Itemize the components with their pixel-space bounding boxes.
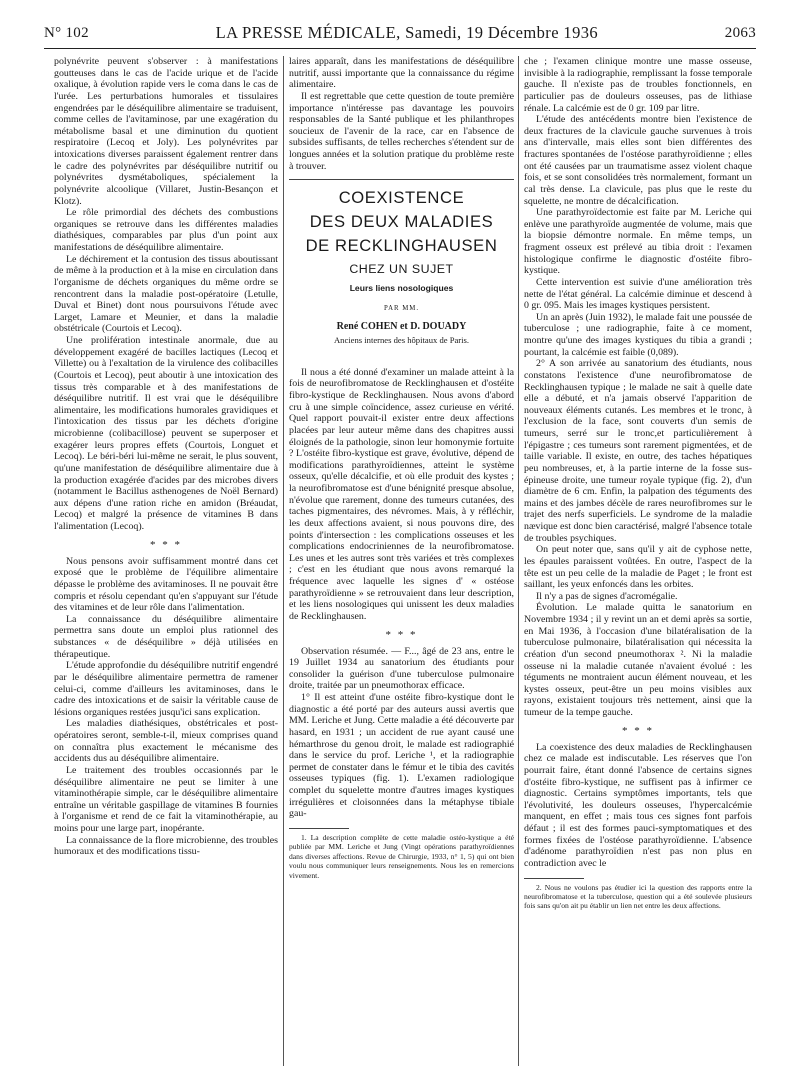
paragraph: Une parathyroïdectomie est faite par M. Leriche qui enlève une parathyroïde augmentée de volume, mais que la biopsie démontre normale. En même temps, un fragment osseux est prélevé au tibia droit : l'examen histologique confirme le diagnostic d'ostéite fibro-kystique. <box>524 207 752 277</box>
section-asterism: * * * <box>622 724 654 737</box>
journal-title: LA PRESSE MÉDICALE, Samedi, 19 Décembre 1936 <box>215 23 599 42</box>
paragraph: Un an après (Juin 1932), le malade fait une poussée de tuberculose ; une radiographie, faite à ce moment, montre qu'une des images kystiques du tibia a grandi ; pourtant, la calcémie est faible (0,089). <box>524 311 752 358</box>
footnote <box>524 883 752 911</box>
paragraph: Une prolifération intestinale anormale, due au développement exagéré de bacilles lactiques (Lecoq et Villette) ou à l'exaltation de la virulence des colibacilles (Courtois et Lecoq), peut aboutir à une intoxication des tissus très comparable et à des manifestations de déséquilibre nutritif. Il est vrai que le déséquilibre alimentaire, les modifications humorales gravidiques et l'intoxication des tissus par les déchets d'origine microbienne (colibacillose) peuvent se superposer et exagérer leurs propres effets (Courtois, Longuet et Lecoq). Le béri-béri lui-même ne serait, le plus souvent, qu'une manifestation de déséquilibre alimentaire due à la production exagérée d'acides par des microbes divers (notamment le Bacillus asthenogenes de Noël Bernard) aux dépens d'une ration riche en amidon (Bréaudat, Lecoq) et malgré la présence de vitamines B dans l'alimentation (Lecoq). <box>54 335 278 532</box>
article-subtitle: CHEZ UN SUJET <box>349 262 454 277</box>
footnote-rule <box>289 828 349 829</box>
column-right <box>524 56 752 911</box>
article-title-line: DES DEUX MALADIES <box>309 212 494 232</box>
paragraph: 1° Il est atteint d'une ostéite fibro-kystique dont le diagnostic a été porté par des auteurs aussi avertis que MM. Leriche et Jung. Cette maladie a été découverte par hasard, en 1931 ; un accident de rue ayant causé une hémarthrose du genou droit, le malade est radiographié dans le service du prof. Leriche ¹, et la radiographie permet de constater dans le fémur et le tibia des cavités osseuses typiques (fig. 1). L'examen radiologique complet du squelette montre d'autres images kystiques irrégulières et cloisonnées dans la métaphyse tibiale gau- <box>289 692 514 820</box>
byline-prefix: PAR MM. <box>383 304 420 312</box>
paragraph: Cette intervention est suivie d'une amélioration très nette de l'état général. La calcémie diminue et descend à 0 gr. 095. Mais les images kystiques persistent. <box>524 276 752 312</box>
footnote-rule <box>524 878 584 879</box>
paragraph: Le rôle primordial des déchets des combustions organiques se retrouve dans les différentes maladies diathésiques, comparables par plus d'un point aux manifestations de déséquilibre alimentaire. <box>54 207 278 253</box>
column-divider <box>518 56 519 1066</box>
paragraph: L'étude des antécédents montre bien l'existence de deux fractures de la clavicule gauche survenues à trois ans d'intervalle, mais elles sont bien différentes des fractures spontanées de l'ostéose parathyroïdienne ; elles ont été causées par un traumatisme assez violent chaque fois, et se sont consolidées très normalement, formant un cal très dense. La clavicule, pas plus que le reste du squelette, ne montre de décalcification. <box>524 114 752 207</box>
paragraph: polynévrite peuvent s'observer : à manifestations goutteuses dans le cas de l'acide urique et de l'acide oxalique, à évolution rapide vers le coma dans le cas de l'urée. Les perturbations humorales et tissulaires engendrées par le déséquilibre alimentaire se traduisent, comme celles de l'avitaminose, par une exagération du métabolisme basal et une diminution du quotient respiratoire (Lecoq et Joly). Les polynévrites par intoxications diverses paraissent également rentrer dans le cadre des polynévrites par déséquilibre nutritif ou polynévrites dysmétaboliques, spécialement la polynévrite alcoolique (Villaret, Justin-Besançon et Klotz). <box>54 56 278 207</box>
footnote-text: 2. Nous ne voulons pas étudier ici la question des rapports entre la neurofibromatose et la tuberculose, question qui a été soulevée plusieurs fois sans qu'on ait pu établir un lien net entre les deux affections. <box>524 882 752 911</box>
paragraph: Évolution. Le malade quitta le sanatorium en Novembre 1934 ; il y revint un an et demi après sa sortie, en Mai 1936, à l'occasion d'une bilatéralisation de la tuberculose pulmonaire, bilatéralisation qui nécessita la création d'un second pneumothorax ². Ni la maladie osseuse ni la maladie cutanée n'avaient évolué : les téguments ne montraient aucun élément nouveau, et les kystes osseux, peut-être un peu moins visibles aux rayons, existaient toujours très nettement, ainsi que la tumeur de la tempe gauche. <box>524 602 752 718</box>
paragraph: Le déchirement et la contusion des tissus aboutissant de même à la production et à la mise en circulation dans l'organisme de déchets organiques du même ordre se rencontrent dans la maladie post-opératoire (Letulle, Duval et Binet) dont nous poursuivons l'étude avec Larget, Lamare et Meunier, et dans la maladie obstétricale (Courtois et Lecoq). <box>54 253 278 335</box>
column-middle <box>289 56 514 880</box>
paragraph: Il nous a été donné d'examiner un malade atteint à la fois de neurofibromatose de Recklinghausen et d'ostéite fibro-kystique de Recklinghausen. Nous avons d'abord cru à une simple coïncidence, assez curieuse en vérité. Quel rapport pouvait-il exister entre deux affections placées par leur auteur même dans des chapitres aussi éloignés de la pathologie, sinon leur homonymie fortuite ? L'ostéite fibro-kystique est grave, évolutive, dépend de modifications parathyroïdiennes, atteint le système osseux, qu'elle décalcifie, et où elle produit des kystes ; la neurofibromatose est d'une bénignité presque absolue, n'évolue que rarement, donne des tumeurs cutanées, des taches pigmentaires, des névromes. Mais, à y réfléchir, les deux affections avaient, si nous pouvons dire, des points d'intersection : les complications osseuses et les complications endocriniennes de la neurofibromatose. Les unes et les autres sont très variées et très complexes ; c'est en les étudiant que nous avons remarqué la fréquence avec laquelle les signes d' « ostéose parathyroïdienne » se retrouvaient dans leur description, et les liens nosologiques qui unissent les deux maladies de Recklinghausen. <box>289 366 514 622</box>
page-header <box>44 18 756 49</box>
section-asterism: * * * <box>385 628 418 641</box>
paragraph: 2° A son arrivée au sanatorium des étudiants, nous constatons l'existence d'une neurofibromatose de Recklinghausen typique ; le malade ne sait à quelle date elle a débuté, et n'a jamais observé l'apparition de nouveaux éléments cutanés. Les membres et le tronc, à l'exclusion de la face, sont couverts d'un semis de tumeurs, serré sur le tronc,et particulièrement à l'épigastre ; ces tumeurs sont rarement pigmentées, et de taille variable. Il existe, en outre, des taches hépatiques peu nombreuses, et, à la partie interne de la fosse sus-épineuse droite, une tumeur royale typique (fig. 2), d'un diamètre de 6 cm. Enfin, la palpation des téguments des mains et des jambes décèle de rares neurofibromes sur le trajet des nerfs superficiels. Le syndrome de la maladie nævique est donc bien caractérisé, malgré l'absence totale de troubles psychiques. <box>524 358 752 544</box>
paragraph: Les maladies diathésiques, obstétricales et post-opératoires seront, semble-t-il, mieux comprises quand on connaîtra plus exactement le mécanisme des accidents dus au déséquilibre alimentaire. <box>54 718 278 765</box>
author-affiliation: Anciens internes des hôpitaux de Paris. <box>333 335 470 346</box>
paragraph: che ; l'examen clinique montre une masse osseuse, invisible à la radiographie, remplissant la fosse temporale gauche. Il n'existe pas de troubles fonctionnels, en particulier pas de douleurs osseuses, pas de lithiase rénale. La calcémie est de 0 gr. 109 par litre. <box>524 56 752 114</box>
issue-number: N° 102 <box>44 24 89 41</box>
paragraph: On peut noter que, sans qu'il y ait de cyphose nette, les épaules paraissent voûtées. En outre, l'aspect de la tête est un peu celle de la maladie de Paget ; le front est saillant, les yeux enfoncés dans les orbites. <box>524 544 752 591</box>
paragraph: laires apparaît, dans les manifestations de déséquilibre nutritif, aussi importante que la connaissance du régime alimentaire. <box>289 56 514 91</box>
paragraph: Il est regrettable que cette question de toute première importance n'intéresse pas davantage les pouvoirs responsables de la Santé publique et les philanthropes soucieux de l'avenir de la race, car en l'absence de subsides suffisants, de telles recherches s'étendent sur de longues années et la solution pratique du problème reste à trouver. <box>289 90 514 172</box>
paragraph: Il n'y a pas de signes d'acromégalie. <box>536 590 678 602</box>
article-separator <box>289 179 514 180</box>
paragraph: Observation résumée. — F..., âgé de 23 ans, entre le 19 Juillet 1934 au sanatorium des étudiants pour consolider la guérison d'une tuberculose pulmonaire droite, traitée par un pneumothorax efficace. <box>289 645 514 692</box>
article-kicker: Leurs liens nosologiques <box>349 283 454 294</box>
footnote-text: 1. La description complète de cette maladie ostéo-kystique a été publiée par MM. Leriche et Jung (Vingt opérations parathyroïdiennes dans diverses affections. Revue de Chirurgie, 1933, n° 1, 5) qui ont bien voulu nous communiquer leurs renseignements. Nous les en remercions vivement. <box>289 832 514 880</box>
footnote <box>289 833 514 880</box>
paragraph: Nous pensons avoir suffisamment montré dans cet exposé que le problème de l'équilibre alimentaire dépasse le problème des avitaminoses. Il ne pouvait être compris et résolu cependant qu'en s'appuyant sur l'étude des vitamines et de leur rôle dans l'alimentation. <box>54 555 278 614</box>
column-left <box>54 56 278 858</box>
paragraph: La coexistence des deux maladies de Recklinghausen chez ce malade est indiscutable. Les réserves que l'on pourrait faire, étant donné l'absence de certains signes d'ostéite fibro-kystique, ne suffisent pas à infirmer ce diagnostic. Certains symptômes importants, tels que l'évolutivité, les douleurs osseuses, l'hypercalcémie manquent, en effet ; mais tous ces signes font parfois défaut ; il est des formes pauci-symptomatiques et des formes fixées de l'ostéose parathyroïdienne. L'absence d'adénome parathyroïdien n'est pas non plus en contradiction avec le <box>524 741 752 869</box>
paragraph: La connaissance du déséquilibre alimentaire permettra sans doute un emploi plus rationnel des substances « de déséquilibre » déjà utilisées en thérapeutique. <box>54 613 278 660</box>
paragraph: La connaissance de la flore microbienne, des troubles humoraux et des modifications tissu- <box>54 834 278 858</box>
article-authors: René COHEN et D. DOUADY <box>336 320 467 332</box>
paragraph: L'étude approfondie du déséquilibre nutritif engendré par le déséquilibre alimentaire permettra de ramener celui-ci, comme d'ailleurs les avitaminoses, dans le cadre des intoxications et de saisir la véritable cause de lésions organiques restées jusqu'ici sans explication. <box>54 660 278 718</box>
page-number: 2063 <box>724 24 756 41</box>
section-asterism: * * * <box>150 538 182 551</box>
article-title-line: DE RECKLINGHAUSEN <box>305 236 498 256</box>
article-heading <box>289 186 514 347</box>
column-divider <box>283 56 284 1066</box>
paragraph: Le traitement des troubles occasionnés par le déséquilibre alimentaire ne peut se limiter à une vitaminothérapie simple, car le déséquilibre alimentaire entraîne un véritable gaspillage de vitamines B fournies à l'organisme et rend de ce fait la vitaminothérapie, au moins pour une large part, inopérante. <box>54 764 278 834</box>
article-title-line: COEXISTENCE <box>338 188 465 208</box>
